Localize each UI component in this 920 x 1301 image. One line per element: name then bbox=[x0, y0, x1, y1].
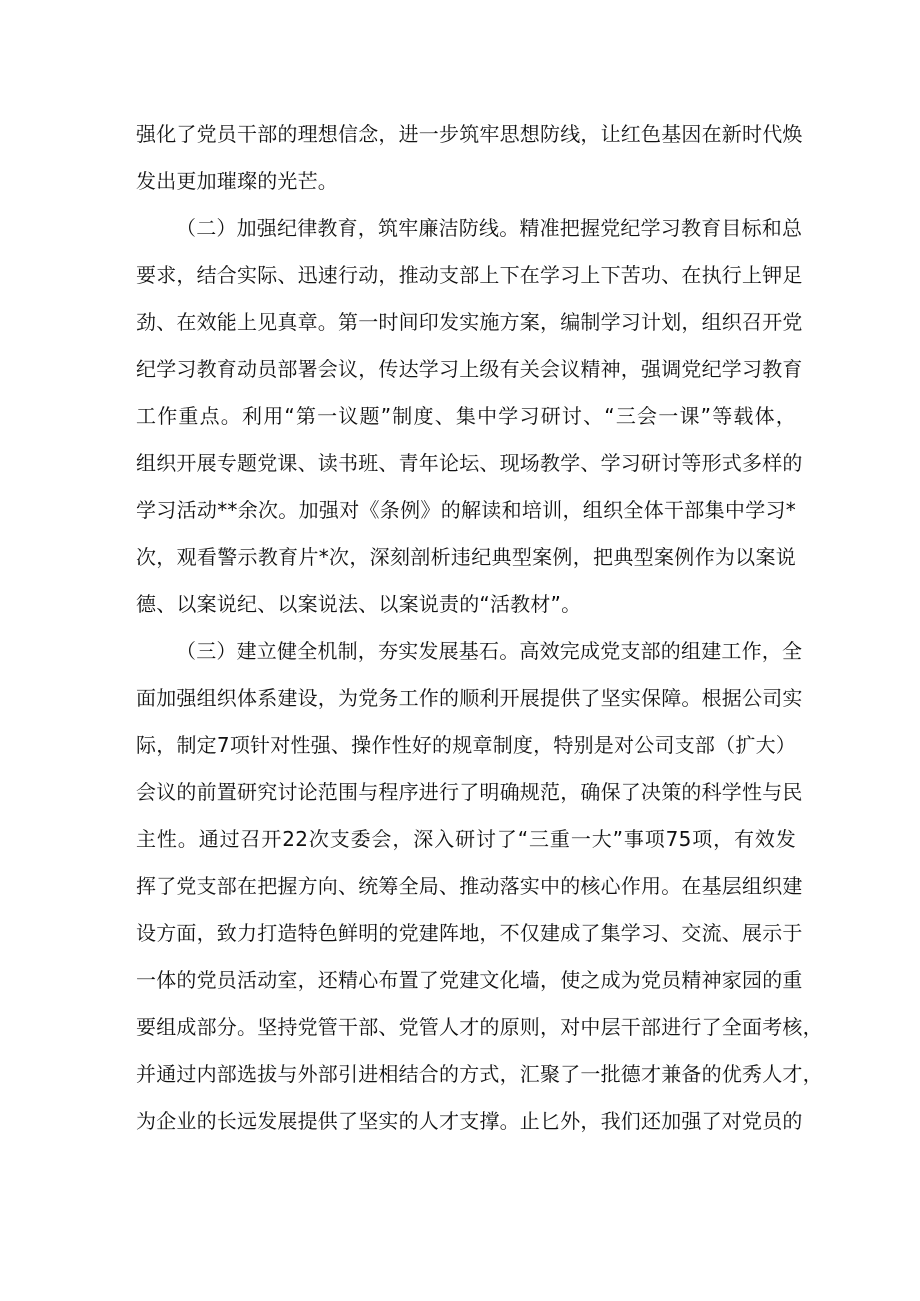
body-text-line: 并通过内部选拔与外部引进相结合的方式，汇聚了一批德才兼备的优秀人才， bbox=[136, 1062, 823, 1086]
body-text-line: 劲、在效能上见真章。第一时间印发实施方案，编制学习计划，组织召开党 bbox=[136, 310, 803, 334]
body-text-line: 纪学习教育动员部署会议，传达学习上级有关会议精神，强调党纪学习教育 bbox=[136, 357, 803, 381]
body-text-line: 要组成部分。坚持党管干部、党管人才的原则，对中层干部进行了全面考核， bbox=[136, 1015, 823, 1039]
body-text-line: 工作重点。利用“第一议题”制度、集中学习研讨、“三会一课”等载体， bbox=[136, 404, 796, 428]
body-text-line: 德、以案说纪、以案说法、以案说责的“活教材”。 bbox=[136, 592, 582, 616]
body-text-line: 强化了党员干部的理想信念，进一步筑牢思想防线，让红色基因在新时代焕 bbox=[136, 122, 803, 146]
body-text-line: 际，制定7项针对性强、操作性好的规章制度，特别是对公司支部（扩大） bbox=[136, 733, 796, 757]
body-text-line: 一体的党员活动室，还精心布置了党建文化墙，使之成为党员精神家园的重 bbox=[136, 968, 803, 992]
body-text-line: 面加强组织体系建设，为党务工作的顺利开展提供了坚实保障。根据公司实 bbox=[136, 686, 803, 710]
body-text-line: 要求，结合实际、迅速行动，推动支部上下在学习上下苦功、在执行上钾足 bbox=[136, 263, 803, 287]
body-text-line: 设方面，致力打造特色鲜明的党建阵地，不仅建成了集学习、交流、展示于 bbox=[136, 921, 803, 945]
body-text-line: 挥了党支部在把握方向、统筹全局、推动落实中的核心作用。在基层组织建 bbox=[136, 874, 803, 898]
body-text-line: 学习活动**余次。加强对《条例》的解读和培训，组织全体干部集中学习* bbox=[136, 498, 796, 522]
section-heading-line: （二）加强纪律教育，筑牢廉洁防线。精准把握党纪学习教育目标和总 bbox=[176, 216, 803, 240]
body-text-line: 组织开展专题党课、读书班、青年论坛、现场教学、学习研讨等形式多样的 bbox=[136, 451, 803, 475]
body-text-line: 发出更加璀璨的光芒。 bbox=[136, 169, 338, 193]
body-text-line: 次，观看警示教育片*次，深刻剖析违纪典型案例，把典型案例作为以案说 bbox=[136, 545, 796, 569]
body-text-line: 会议的前置研究讨论范围与程序进行了明确规范，确保了决策的科学性与民 bbox=[136, 780, 803, 804]
body-text-line: 为企业的长远发展提供了坚实的人才支撑。止匕外，我们还加强了对党员的 bbox=[136, 1109, 803, 1133]
section-heading-line: （三）建立健全机制，夯实发展基石。高效完成党支部的组建工作，全 bbox=[176, 639, 803, 663]
body-text-line: 主性。通过召开22次支委会，深入研讨了“三重一大”事项75项，有效发 bbox=[136, 827, 796, 851]
